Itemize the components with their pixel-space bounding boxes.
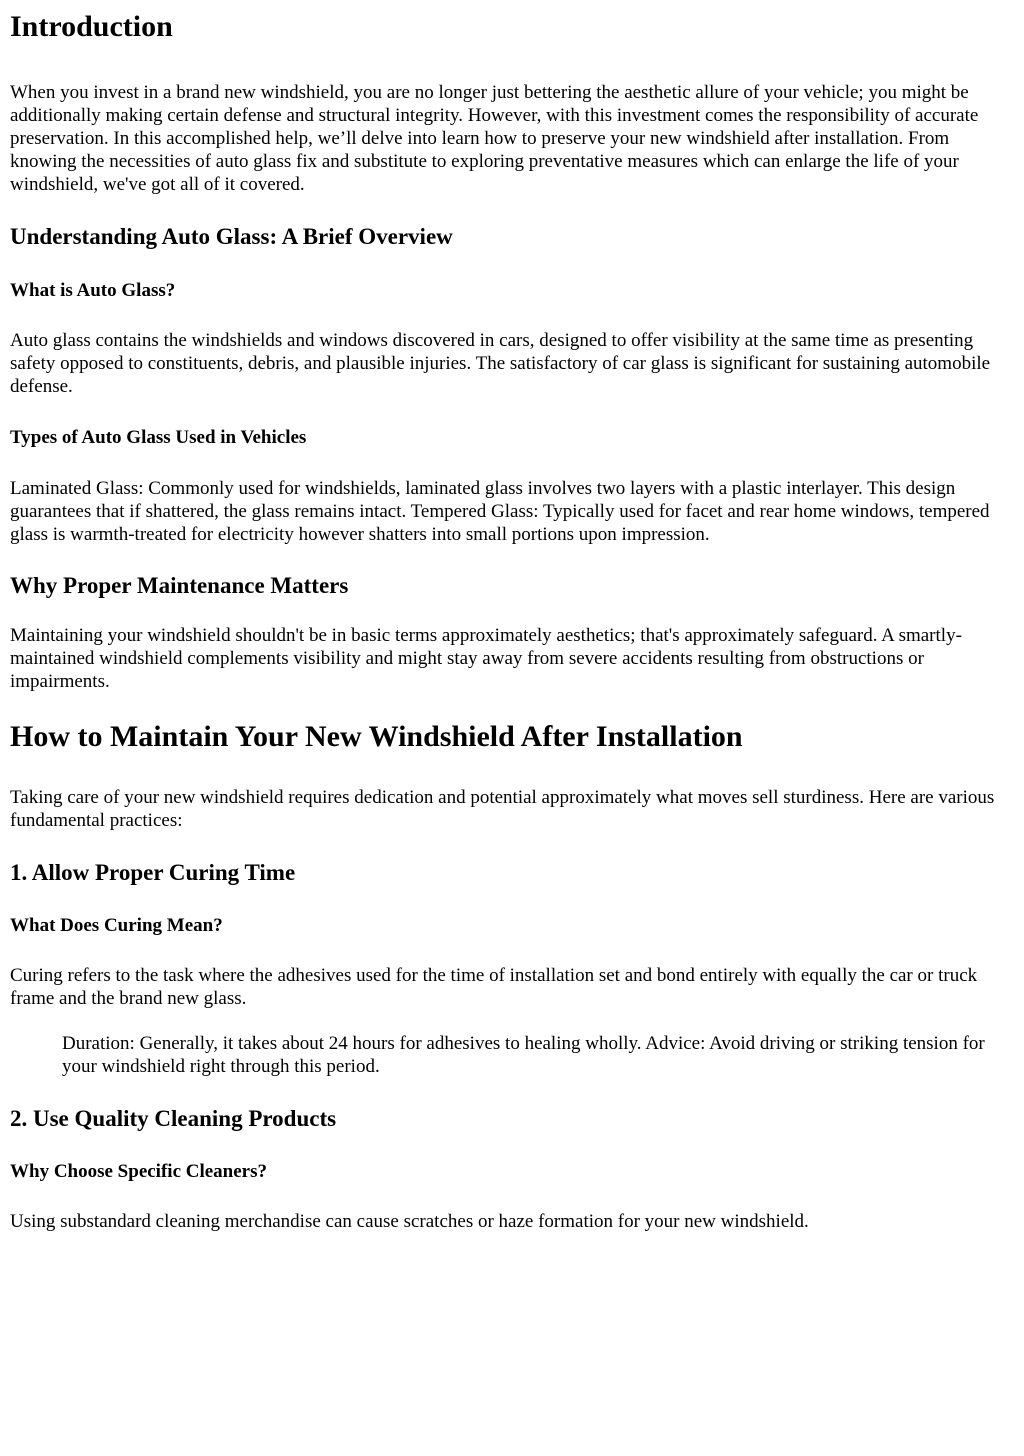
curing-duration-note: Duration: Generally, it takes about 24 hours for adhesives to healing wholly. Advice: Avoid driving or striking tension for your windshield right through this period.: [62, 1033, 985, 1077]
introduction-heading: Introduction: [10, 10, 173, 43]
why-specific-cleaners-heading: Why Choose Specific Cleaners?: [10, 1161, 268, 1182]
article-page: [0, 10, 1024, 1233]
auto-glass-overview-heading: Understanding Auto Glass: A Brief Overview: [10, 224, 453, 249]
introduction-paragraph: When you invest in a brand new windshield, you are no longer just bettering the aesthetic allure of your vehicle; you might be additionally making certain defense and structural integrity. However, with this investment comes the responsibility of accurate preservation. In this accomplished help, we’ll delve into learn how to preserve your new windshield after installation. From knowing the necessities of auto glass fix and substitute to exploring preventative measures which can enlarge the life of your windshield, we've got all of it covered.: [10, 82, 979, 195]
how-to-maintain-paragraph: Taking care of your new windshield requires dedication and potential approximately what moves sell sturdiness. Here are various fundamental practices:: [10, 787, 995, 831]
what-is-auto-glass-heading: What is Auto Glass?: [10, 280, 176, 301]
types-of-auto-glass-heading: Types of Auto Glass Used in Vehicles: [10, 427, 307, 448]
curing-paragraph: Curing refers to the task where the adhesives used for the time of installation set and bond entirely with equally the car or truck frame and the brand new glass.: [10, 965, 978, 1009]
what-is-auto-glass-paragraph: Auto glass contains the windshields and windows discovered in cars, designed to offer visibility at the same time as presenting safety opposed to constituents, debris, and plausible injuries. The satisfactory of car glass is significant for sustaining automobile defense.: [10, 330, 991, 397]
why-maintenance-heading: Why Proper Maintenance Matters: [10, 573, 349, 598]
what-is-curing-heading: What Does Curing Mean?: [10, 915, 223, 936]
why-maintenance-paragraph: Maintaining your windshield shouldn't be in basic terms approximately aesthetics; that's approximately safeguard. A smartly-maintained windshield complements visibility and might stay away from severe accidents resulting from obstructions or impairments.: [10, 625, 962, 692]
how-to-maintain-heading: How to Maintain Your New Windshield After Installation: [10, 720, 743, 753]
curing-time-heading: 1. Allow Proper Curing Time: [10, 860, 296, 885]
why-specific-cleaners-paragraph: Using substandard cleaning merchandise can cause scratches or haze formation for your new windshield.: [10, 1211, 809, 1232]
types-of-auto-glass-paragraph: Laminated Glass: Commonly used for windshields, laminated glass involves two layers with a plastic interlayer. This design guarantees that if shattered, the glass remains intact. Tempered Glass: Typically used for facet and rear home windows, tempered glass is warmth-treated for electricity however shatters into small portions upon impression.: [10, 478, 990, 545]
cleaning-products-heading: 2. Use Quality Cleaning Products: [10, 1106, 337, 1131]
